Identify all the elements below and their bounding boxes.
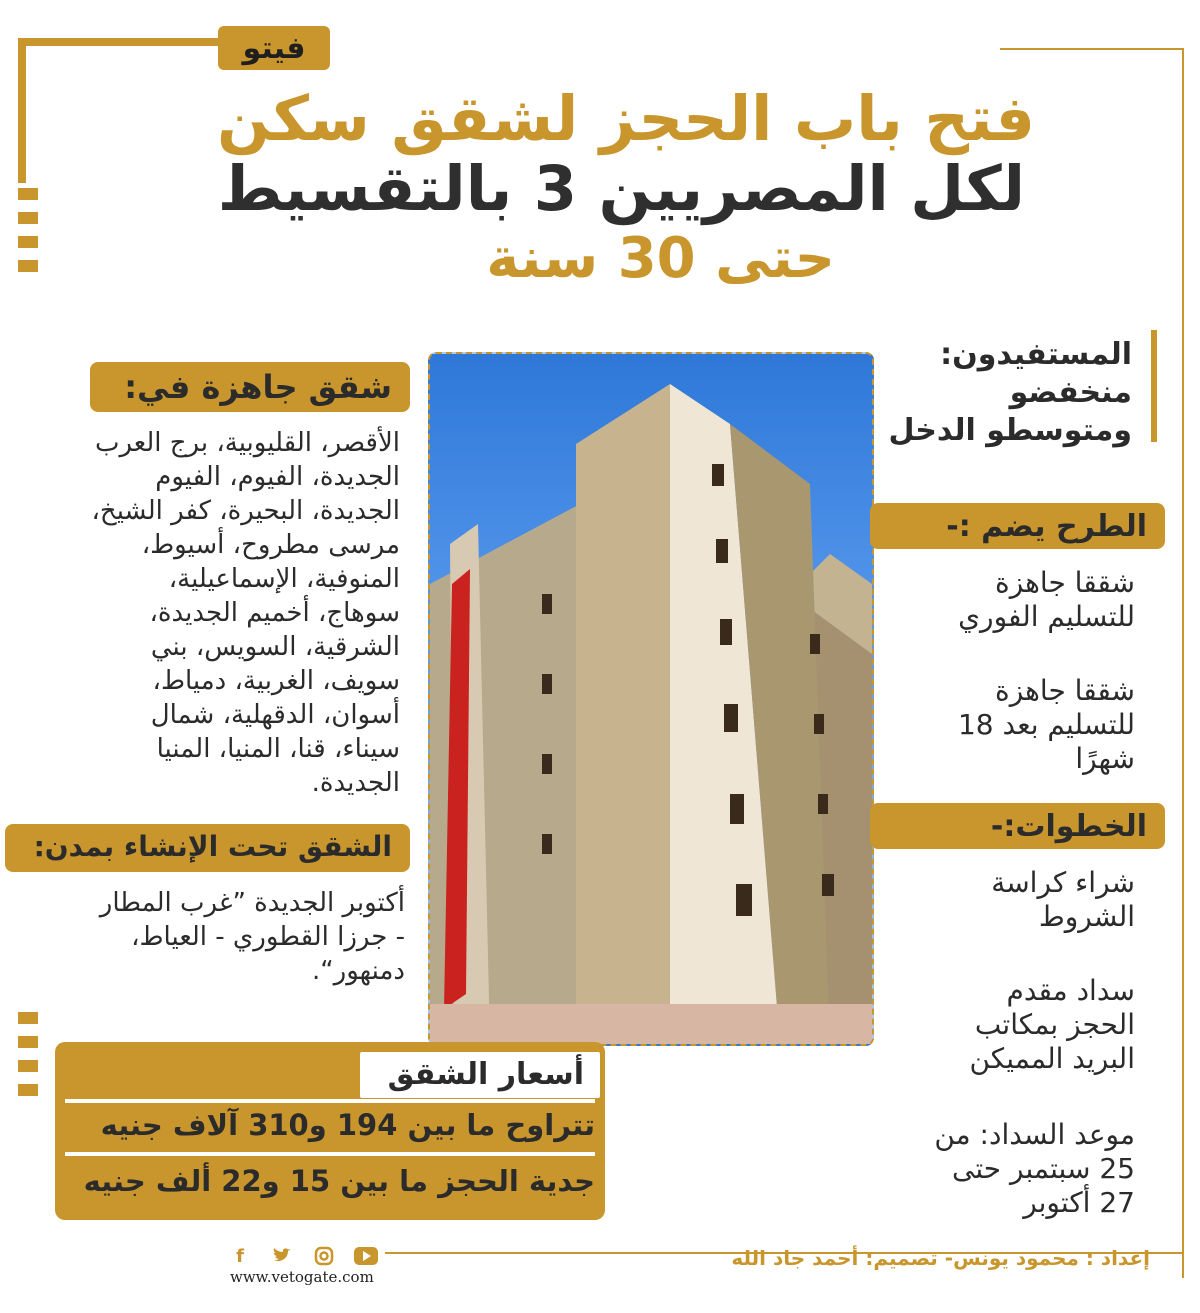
building-photo <box>428 352 874 1046</box>
facebook-icon[interactable]: f <box>236 1245 244 1267</box>
under-construction-list <box>25 886 405 988</box>
step-1 <box>991 866 1135 934</box>
headline-line-3: حتى 30 سنة <box>486 226 835 291</box>
frame-dash <box>18 1060 38 1072</box>
step-2 <box>969 974 1135 1076</box>
under-construction-line: - جرزا القطوري - العياط، <box>131 922 405 952</box>
ready-units-heading: شقق جاهزة في: <box>124 368 392 406</box>
step-3-line-1: موعد السداد: من <box>934 1118 1135 1151</box>
building-illustration <box>430 354 872 1044</box>
under-construction-heading: الشقق تحت الإنشاء بمدن: <box>33 830 392 863</box>
under-construction-line: دمنهور“. <box>311 956 405 986</box>
frame-dash <box>18 1084 38 1096</box>
booking-deposit: جدية الحجز ما بين 15 و22 ألف جنيه <box>83 1164 595 1198</box>
youtube-icon[interactable] <box>354 1244 378 1268</box>
beneficiaries-heading: المستفيدون: <box>940 337 1132 372</box>
step-2-line-1: سداد مقدم <box>1006 974 1135 1007</box>
offering-item-1 <box>958 566 1135 634</box>
offering-item-2-line-1: شققا جاهزة <box>995 674 1135 707</box>
step-1-line-2: الشروط <box>1038 900 1135 933</box>
ready-units-line: مرسى مطروح، أسيوط، <box>141 530 400 560</box>
prices-divider <box>65 1152 595 1156</box>
twitter-icon[interactable] <box>270 1244 294 1268</box>
beneficiaries-line-2: ومتوسطو الدخل <box>888 413 1132 448</box>
ready-units-line: الجديدة. <box>311 768 400 798</box>
step-2-line-3: البريد المميكن <box>969 1042 1135 1075</box>
prices-divider <box>65 1099 595 1103</box>
beneficiaries-accent-bar <box>1151 330 1157 442</box>
credits-line: إعداد : محمود يونس- تصميم: أحمد جاد الله <box>731 1246 1150 1270</box>
frame-dash <box>18 260 38 272</box>
website-url[interactable]: www.vetogate.com <box>230 1268 374 1286</box>
ready-units-line: الأقصر، القليوبية، برج العرب <box>94 428 400 458</box>
frame-dash <box>18 212 38 224</box>
step-3-line-2: 25 سبتمبر حتى <box>952 1152 1135 1185</box>
frame-right-top-border <box>1000 48 1184 50</box>
step-3-line-3: 27 أكتوبر <box>1023 1186 1135 1219</box>
offering-item-1-line-1: شققا جاهزة <box>995 566 1135 599</box>
under-construction-line: أكتوبر الجديدة ”غرب المطار <box>99 888 405 918</box>
step-1-line-1: شراء كراسة <box>991 866 1135 899</box>
logo-text: فيتو <box>242 30 306 66</box>
frame-top-border <box>18 38 223 46</box>
ready-units-list <box>20 426 400 800</box>
ready-units-line: سويف، الغربية، دمياط، <box>152 666 400 696</box>
frame-dash <box>18 236 38 248</box>
headline-line-2: لكل المصريين 3 بالتقسيط <box>217 152 1025 225</box>
step-3 <box>934 1118 1135 1220</box>
offering-item-2 <box>958 674 1135 776</box>
step-2-line-2: الحجز بمكاتب <box>974 1008 1135 1041</box>
social-icons <box>228 1244 378 1268</box>
offering-heading: الطرح يضم :- <box>946 509 1147 544</box>
ready-units-line: الشرقية، السويس، بني <box>150 632 400 662</box>
instagram-icon[interactable] <box>312 1244 336 1268</box>
under-construction-heading-pill <box>5 824 410 872</box>
headline-line-1: فتح باب الحجز لشقق سكن <box>217 82 1035 155</box>
beneficiaries-block <box>888 336 1132 450</box>
offering-item-1-line-2: للتسليم الفوري <box>958 600 1135 633</box>
offering-item-2-line-3: شهرًا <box>1075 742 1135 775</box>
ready-units-line: الجديدة، البحيرة، كفر الشيخ، <box>91 496 400 526</box>
brand-logo[interactable] <box>218 26 330 70</box>
steps-heading-pill <box>870 803 1165 849</box>
frame-dash <box>18 1036 38 1048</box>
steps-heading: الخطوات:- <box>990 809 1147 844</box>
frame-dash <box>18 188 38 200</box>
ready-units-heading-pill <box>90 362 410 412</box>
ready-units-line: أسوان، الدقهلية، شمال <box>150 700 400 730</box>
offering-heading-pill <box>870 503 1165 549</box>
ready-units-line: سوهاج، أخميم الجديدة، <box>149 598 400 628</box>
beneficiaries-line-1: منخفضو <box>1009 375 1132 410</box>
frame-dash <box>18 1012 38 1024</box>
ready-units-line: سيناء، قنا، المنيا، المنيا <box>156 734 400 764</box>
ready-units-line: الجديدة، الفيوم، الفيوم <box>155 462 400 492</box>
prices-heading: أسعار الشقق <box>360 1052 600 1098</box>
ready-units-line: المنوفية، الإسماعيلية، <box>168 564 400 594</box>
offering-item-2-line-2: للتسليم بعد 18 <box>957 708 1135 741</box>
frame-right-border <box>1182 48 1184 1278</box>
prices-range: تتراوح ما بين 194 و310 آلاف جنيه <box>100 1108 595 1142</box>
frame-left-border <box>18 38 26 183</box>
